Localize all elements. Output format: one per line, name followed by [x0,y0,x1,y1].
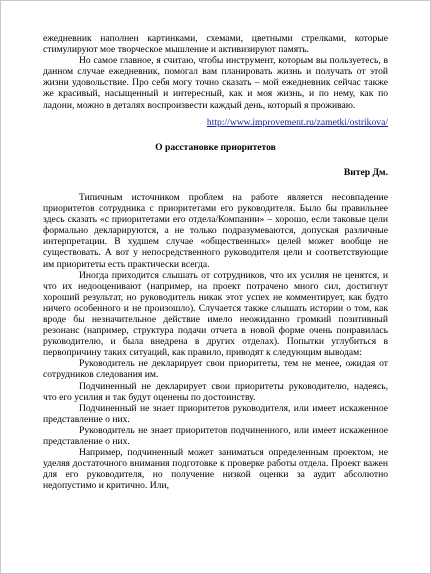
article-author: Витер Дм. [343,166,388,178]
body-paragraph-2: Иногда приходится слышать от сотрудников, что их усилия не ценятся, и что их недооценивают (например, на проект потрачено много сил, достигнут хороший результат, но руководитель никак этот успех не комментирует, как будто ничего особенного и не произошло). Случается также слышать истории о том, как вроде бы незначительное действие имело неожиданно громкий позитивный резонанс (например, структура подачи отчета в новой форме очень понравилась руководителю, и была внедрена в других отделах). Попытки углубиться в первопричину таких ситуаций, как правило, приводят к следующим выводам: [43,269,388,359]
article-title: О расстановке приоритетов [155,141,276,153]
source-link[interactable]: http://www.improvement.ru/zametki/ostrikova/ [206,116,388,128]
body-paragraph-5: Подчиненный не знает приоритетов руководителя, или имеет искаженное представление о них. [43,402,388,425]
body-paragraph-4: Подчиненный не декларирует свои приоритеты руководителю, надеясь, что его усилия и так будут оценены по достоинству. [43,380,388,403]
intro-paragraph-1: ежедневник наполнен картинками, схемами, цветными стрелками, которые стимулируют мое творческое мышление и активизируют память. [43,33,388,56]
body-paragraph-3: Руководитель не декларирует свои приоритеты, тем не менее, ожидая от сотрудников следования им. [43,358,388,381]
body-paragraph-7: Например, подчиненный может заниматься определенным проектом, не уделяя достаточного внимания подготовке к проверке работы отдела. Проект важен для его руководителя, но получение низкой оценки за аудит абсолютно недопустимо и критично. Или, [43,447,388,492]
body-paragraph-1: Типичным источником проблем на работе является несовпадение приоритетов сотрудника с приоритетами его руководителя. Было бы правильнее здесь сказать «с приоритетами его отдела/Компании» – хорошо, если таковые цели формально декларируются, а не только подразумеваются, допуская различные интерпретации. В худшем случае «общественных» целей может вообще не существовать. А вот у непосредственного руководителя цели и соответствующие им приоритеты есть практически всегда. [43,191,388,270]
body-paragraph-6: Руководитель не знает приоритетов подчиненного, или имеет искаженное представление о них. [43,424,388,447]
intro-paragraph-2: Но самое главное, я считаю, чтобы инструмент, которым вы пользуетесь, в данном случае ежедневник, помогал вам планировать жизнь и получать от этой жизни удовольствие. Про себя могу точно сказать – мой ежедневник сейчас также же красивый, насыщенный и интересный, как и моя жизнь, и по нему, как по ладони, можно в деталях воспроизвести каждый день, который я проживаю. [43,55,388,111]
